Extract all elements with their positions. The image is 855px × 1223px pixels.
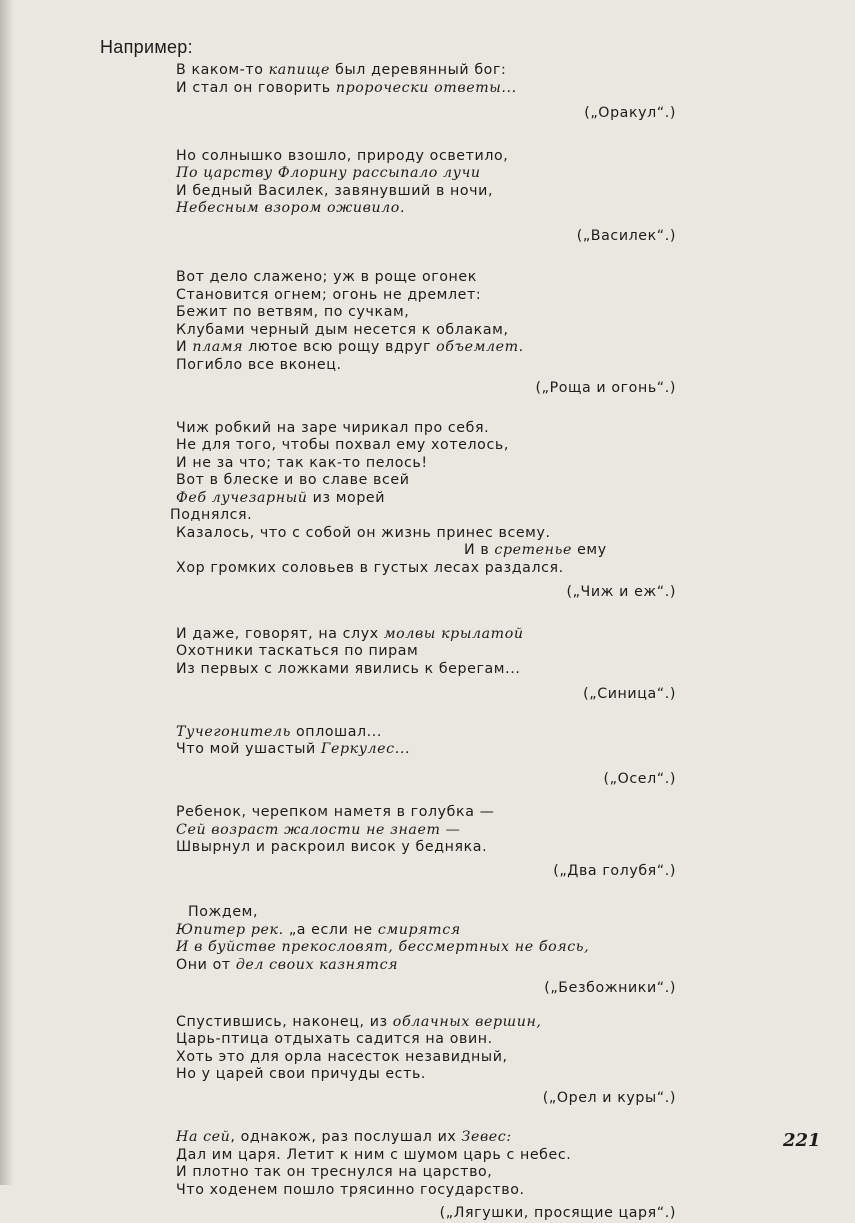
verse-line: [176, 904, 676, 922]
verse-line: [176, 839, 676, 857]
italic-word: На сей: [176, 1129, 231, 1145]
verse-line: [176, 165, 676, 183]
fable-source: („Василек“.): [576, 227, 676, 244]
verse-line: [176, 357, 676, 375]
verse-line: [176, 1049, 676, 1067]
italic-word: облачных вершин,: [392, 1013, 542, 1030]
verse-line: [176, 822, 676, 840]
verse-text: Погибло все вконец.: [176, 356, 342, 373]
verse-text: Пождем,: [188, 904, 259, 920]
verse-line: [176, 939, 676, 957]
verse-line: [176, 148, 676, 166]
verse-text: И бедный Василек, завянувший в ночи,: [176, 182, 494, 199]
italic-word: Небесным взором оживило.: [176, 200, 406, 216]
verse-line: [176, 437, 676, 455]
verse-text: И в: [464, 542, 495, 558]
verse-line: [176, 724, 676, 742]
quote-stanza: [176, 269, 676, 398]
verse-text: Они от: [176, 956, 236, 973]
quote-stanza: [176, 724, 676, 789]
fable-source: („Орел и куры“.): [542, 1089, 676, 1106]
verse-text: Охотники таскаться по пирам: [176, 643, 419, 659]
verse-text: Поднялся.: [170, 507, 253, 523]
page-spine-shadow: [0, 0, 14, 1185]
verse-text: И стал он говорить: [176, 79, 336, 96]
verse-line: [176, 269, 676, 287]
quote-stanza: [176, 148, 676, 246]
verse-line: [176, 183, 676, 201]
verse-text: Что ходенем пошло трясинно государство.: [176, 1181, 525, 1198]
italic-word: объемлет.: [436, 339, 524, 355]
italic-word: Юпитер рек.: [176, 921, 284, 938]
verse-line: [176, 542, 676, 560]
verse-line: [176, 1164, 676, 1182]
italic-word: сретенье: [494, 542, 572, 558]
verse-text: В каком-то: [176, 62, 269, 78]
verse-line: [176, 1129, 676, 1147]
verse-text: , однакож, раз послушал их: [230, 1129, 462, 1145]
verse-line: [176, 643, 676, 661]
verse-line: [176, 200, 676, 218]
verse-line: [176, 62, 676, 80]
italic-word: дел своих казнятся: [235, 956, 399, 973]
quote-stanza: [176, 62, 676, 123]
fable-source: („Осел“.): [603, 770, 676, 787]
verse-text: Швырнул и раскроил висок у бедняка.: [176, 839, 488, 855]
verse-line: [176, 322, 676, 340]
italic-word: пламя: [192, 339, 244, 355]
quote-stanza: [176, 904, 676, 998]
verse-line: [176, 80, 676, 98]
fable-source: („Роща и огонь“.): [535, 380, 676, 396]
verse-text: Царь-птица отдыхать садится на овин.: [176, 1031, 493, 1047]
verse-text: И плотно так он треснулся на царство,: [176, 1164, 493, 1180]
verse-line: [176, 287, 676, 305]
quotes-container: [170, 62, 676, 1223]
verse-line: [176, 420, 676, 438]
fable-source: („Чиж и еж“.): [566, 584, 676, 600]
verse-line: [176, 1066, 676, 1084]
verse-text: Вот дело слажено; уж в роще огонек: [176, 269, 477, 285]
quote-stanza: [176, 1129, 676, 1223]
verse-line: [176, 957, 676, 975]
verse-line: [176, 1031, 676, 1049]
verse-text: Но солнышко взошло, природу осветило,: [176, 147, 509, 164]
verse-text: Чиж робкий на заре чирикал про себя.: [176, 419, 490, 436]
italic-word: По царству Флорину рассыпало лучи: [176, 165, 481, 181]
quote-stanza: [176, 1014, 676, 1108]
verse-text: Хоть это для орла насесток незавидный,: [176, 1048, 508, 1065]
verse-line: [176, 560, 676, 578]
italic-word: смирятся: [377, 921, 461, 938]
verse-line: [176, 490, 676, 508]
verse-text: Что мой ушастый: [176, 741, 321, 757]
verse-text: Ребенок, черепком наметя в голубка —: [176, 804, 495, 820]
verse-line: [176, 1147, 676, 1165]
verse-text: ему: [571, 542, 607, 558]
verse-text: Хор громких соловьев в густых лесах раздался.: [176, 559, 564, 576]
verse-text: был деревянный бог:: [330, 62, 507, 78]
verse-line: [176, 661, 676, 679]
fable-source: („Оракул“.): [584, 105, 676, 121]
verse-text: Но у царей свои причуды есть.: [176, 1066, 427, 1082]
verse-text: Казалось, что с собой он жизнь принес всему.: [176, 524, 551, 541]
fable-source: („Безбожники“.): [544, 980, 676, 996]
verse-text: Не для того, чтобы похвал ему хотелось,: [176, 437, 509, 453]
fable-source: („Лягушки, просящие царя“.): [439, 1205, 676, 1221]
verse-line: [176, 741, 676, 759]
verse-text: Клубами черный дым несется к облакам,: [176, 321, 509, 338]
italic-word: пророчески ответы...: [335, 79, 517, 96]
verse-text: Дал им царя. Летит к ним с шумом царь с небес.: [176, 1146, 572, 1163]
verse-text: из морей: [307, 489, 386, 506]
verse-line: [176, 804, 676, 822]
verse-text: Из первых с ложками явились к берегам...: [176, 660, 521, 677]
italic-word: Сей возраст жалости не знает —: [176, 821, 461, 838]
page-number: 221: [783, 1130, 821, 1151]
verse-line: [176, 339, 676, 357]
verse-line: [176, 1182, 676, 1200]
verse-text: лютое всю рощу вдруг: [243, 339, 437, 355]
intro-heading: Например:: [100, 37, 193, 57]
verse-text: Становится огнем; огонь не дремлет:: [176, 286, 482, 303]
italic-word: Тучегонитель: [176, 723, 291, 740]
verse-text: оплошал...: [290, 723, 383, 740]
quote-stanza: [176, 804, 676, 880]
fable-source: („Два голубя“.): [553, 862, 676, 879]
verse-text: „а если не: [283, 921, 378, 938]
verse-text: Спустившись, наконец, из: [176, 1013, 393, 1030]
quote-stanza: [176, 626, 676, 704]
verse-text: И не за что; так как-то пелось!: [176, 454, 428, 471]
italic-word: Геркулес...: [320, 741, 411, 757]
fable-source: („Синица“.): [583, 686, 676, 702]
verse-line: [170, 507, 676, 525]
verse-line: [176, 472, 676, 490]
italic-word: молвы крылатой: [383, 625, 524, 642]
verse-text: И даже, говорят, на слух: [176, 625, 384, 642]
verse-line: [176, 525, 676, 543]
quote-stanza: [170, 419, 676, 602]
verse-line: [176, 455, 676, 473]
italic-word: И в буйстве прекословят, бессмертных не боясь,: [176, 939, 590, 955]
verse-line: [176, 304, 676, 322]
italic-word: капище: [268, 62, 331, 78]
verse-text: Бежит по ветвям, по сучкам,: [176, 304, 410, 320]
verse-text: И: [176, 339, 193, 355]
verse-text: Вот в блеске и во славе всей: [176, 472, 410, 488]
verse-line: [176, 626, 676, 644]
italic-word: Зевес:: [461, 1129, 512, 1145]
verse-line: [176, 922, 676, 940]
italic-word: Феб лучезарный: [176, 489, 308, 506]
verse-line: [176, 1014, 676, 1032]
